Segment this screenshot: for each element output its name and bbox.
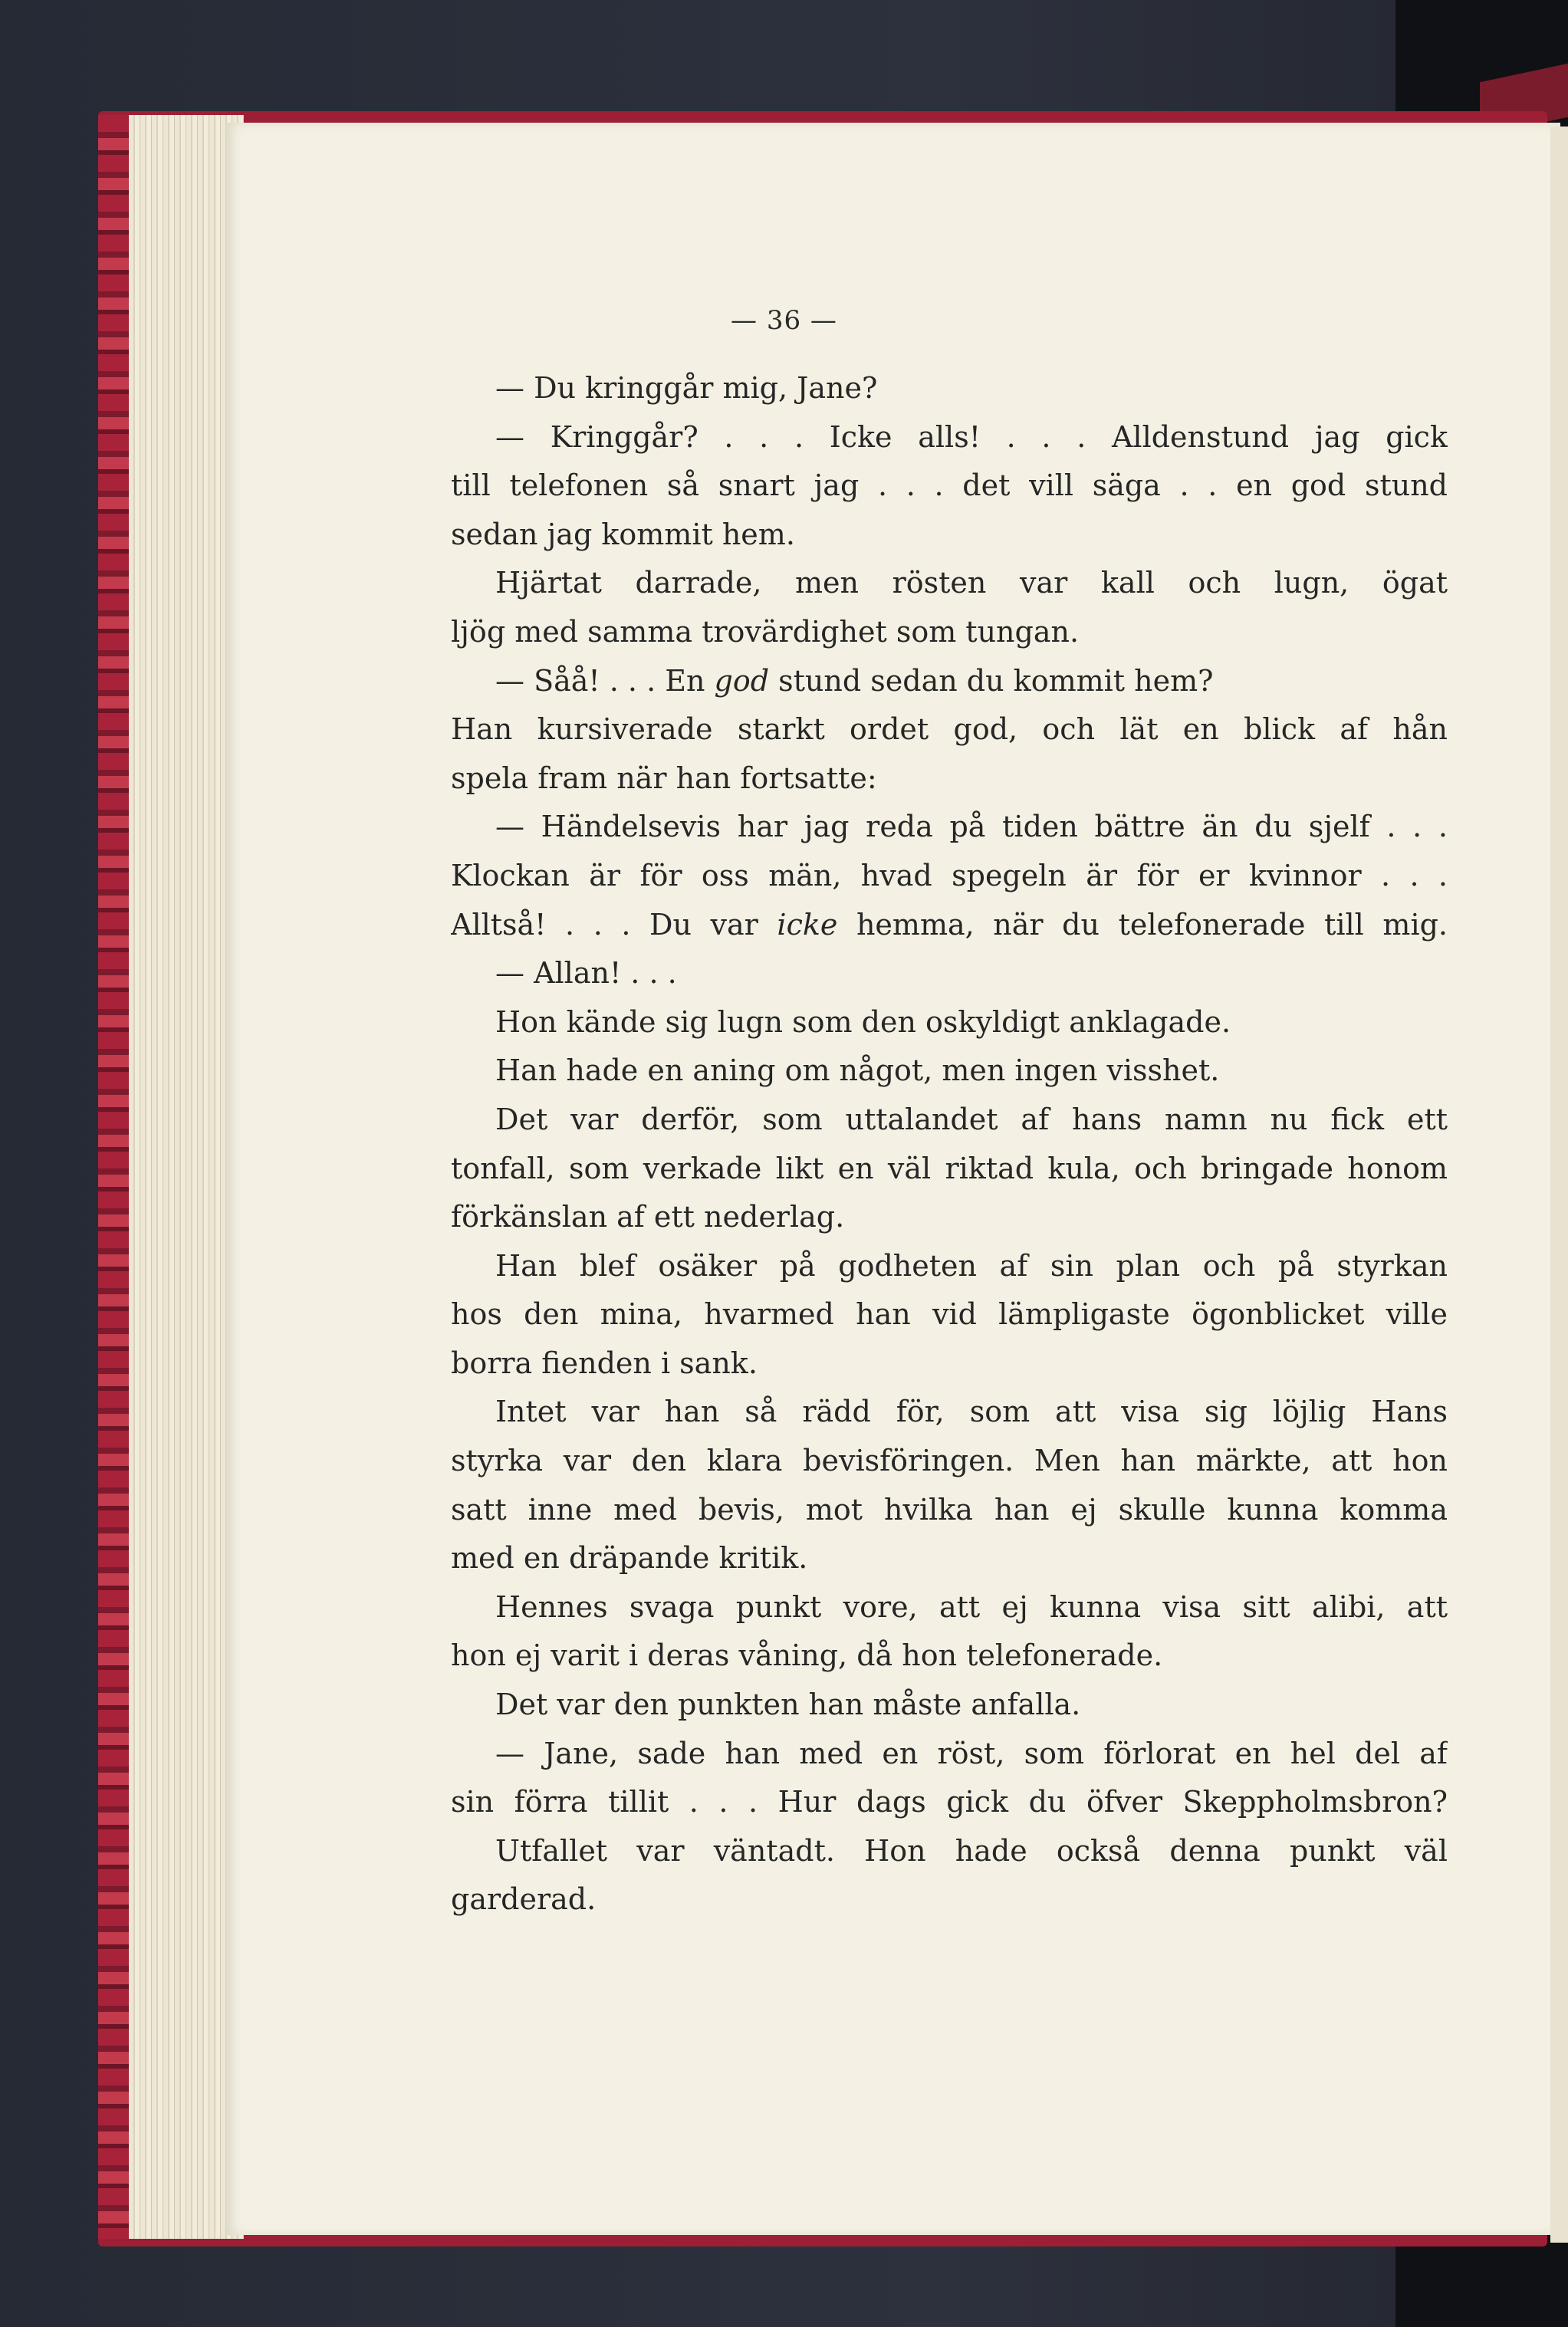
text-line: tonfall, som verkade likt en väl riktad kula, och bringade honom <box>451 1151 1448 1185</box>
text-line: — Du kringgår mig, Jane? <box>495 371 878 405</box>
text-segment: hemma, när du telefonerade till mig. <box>837 907 1448 942</box>
text-line: spela fram när han fortsatte: <box>451 761 877 795</box>
text-line: Det var derför, som uttalandet af hans namn nu fick ett <box>495 1102 1448 1136</box>
page-number: — 36 — <box>731 305 837 336</box>
text-line: satt inne med bevis, mot hvilka han ej skulle kunna komma <box>451 1492 1448 1527</box>
text-line: sin förra tillit . . . Hur dags gick du öfver Skeppholmsbron? <box>451 1785 1448 1819</box>
italic-word: god <box>714 663 770 698</box>
text-line: Det var den punkten han måste anfalla. <box>495 1688 1081 1722</box>
text-line: ljög med samma trovärdighet som tungan. <box>451 614 1080 649</box>
text-line <box>451 657 1448 706</box>
text-line <box>451 901 1448 950</box>
text-line: sedan jag kommit hem. <box>451 517 795 551</box>
text-line: Intet var han så rädd för, som att visa sig löjlig Hans <box>495 1395 1448 1429</box>
text-line: Han blef osäker på godheten af sin plan och på styrkan <box>495 1248 1448 1283</box>
page-right-edge <box>1550 127 1568 2243</box>
text-line: borra fienden i sank. <box>451 1346 758 1380</box>
text-line: till telefonen så snart jag . . . det vill säga . . en god stund <box>451 468 1448 503</box>
text-line: hon ej varit i deras våning, då hon telefonerade. <box>451 1638 1163 1673</box>
text-line: Utfallet var väntadt. Hon hade också denna punkt väl <box>495 1833 1448 1868</box>
text-line: Hjärtat darrade, men rösten var kall och lugn, ögat <box>495 566 1448 600</box>
text-line: garderad. <box>451 1882 597 1917</box>
text-line: — Allan! . . . <box>495 956 677 991</box>
italic-word: icke <box>777 907 838 942</box>
body-text <box>451 364 1448 1924</box>
text-segment: — Såå! . . . En <box>495 663 715 698</box>
text-line: förkänslan af ett nederlag. <box>451 1200 845 1234</box>
text-line: hos den mina, hvarmed han vid lämpligaste ögonblicket ville <box>451 1297 1448 1332</box>
text-line: Klockan är för oss män, hvad spegeln är för er kvinnor . . . <box>451 858 1448 892</box>
text-line: Han hade en aning om något, men ingen visshet. <box>495 1053 1220 1088</box>
text-line: Hon kände sig lugn som den oskyldigt anklagade. <box>495 1004 1231 1039</box>
text-segment: stund sedan du kommit hem? <box>769 663 1214 698</box>
text-line: med en dräpande kritik. <box>451 1541 808 1576</box>
text-line: — Kringgår? . . . Icke alls! . . . Alldenstund jag gick <box>495 419 1448 454</box>
text-segment: Alltså! . . . Du var <box>451 907 777 942</box>
text-line: — Jane, sade han med en röst, som förlorat en hel del af <box>495 1736 1448 1770</box>
text-line: Han kursiverade starkt ordet god, och lät en blick af hån <box>451 712 1448 747</box>
text-line: styrka var den klara bevisföringen. Men han märkte, att hon <box>451 1444 1448 1478</box>
text-line: Hennes svaga punkt vore, att ej kunna visa sitt alibi, att <box>495 1589 1448 1624</box>
text-line: — Händelsevis har jag reda på tiden bättre än du sjelf . . . <box>495 810 1448 844</box>
